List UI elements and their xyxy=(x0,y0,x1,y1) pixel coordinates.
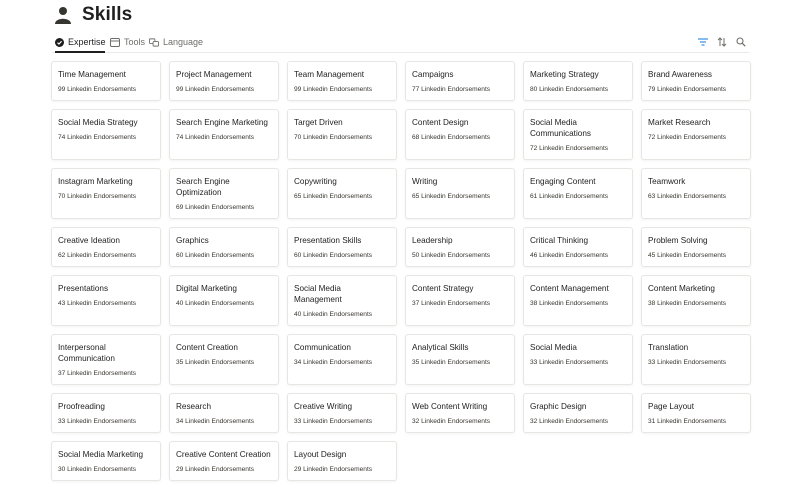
skill-title: Critical Thinking xyxy=(530,236,589,245)
skill-endorsements: 72 Linkedin Endorsements xyxy=(530,145,609,152)
skill-endorsements: 40 Linkedin Endorsements xyxy=(294,311,373,318)
skill-endorsements: 80 Linkedin Endorsements xyxy=(530,86,609,93)
skill-card[interactable] xyxy=(641,334,751,385)
skill-card[interactable] xyxy=(405,109,515,160)
skill-card[interactable] xyxy=(523,275,633,326)
skill-card[interactable] xyxy=(641,393,751,433)
skill-title: Communication xyxy=(294,343,351,352)
skill-title: Content Creation xyxy=(176,343,238,352)
skill-title: Content Design xyxy=(412,118,469,127)
skill-card[interactable] xyxy=(523,393,633,433)
skill-card[interactable] xyxy=(405,168,515,219)
skill-card[interactable] xyxy=(641,227,751,267)
skill-card[interactable] xyxy=(641,61,751,101)
skill-card[interactable] xyxy=(405,61,515,101)
skill-title: Social Media Management xyxy=(294,284,342,304)
skill-endorsements: 65 Linkedin Endorsements xyxy=(412,193,491,200)
skill-endorsements: 70 Linkedin Endorsements xyxy=(58,193,137,200)
skill-title: Presentation Skills xyxy=(294,236,362,245)
skill-endorsements: 33 Linkedin Endorsements xyxy=(648,359,727,366)
skill-card[interactable] xyxy=(287,168,397,219)
skill-card[interactable] xyxy=(169,275,279,326)
skill-endorsements: 31 Linkedin Endorsements xyxy=(648,418,727,425)
skill-endorsements: 32 Linkedin Endorsements xyxy=(412,418,491,425)
search-icon[interactable] xyxy=(735,36,747,48)
skill-card[interactable] xyxy=(51,227,161,267)
skill-card[interactable] xyxy=(51,393,161,433)
skill-endorsements: 69 Linkedin Endorsements xyxy=(176,204,255,211)
translate-icon xyxy=(149,37,159,47)
skill-card[interactable] xyxy=(523,168,633,219)
skill-title: Graphics xyxy=(176,236,209,245)
skill-endorsements: 37 Linkedin Endorsements xyxy=(58,370,137,377)
skill-endorsements: 38 Linkedin Endorsements xyxy=(530,300,609,307)
skill-title: Analytical Skills xyxy=(412,343,469,352)
skill-title: Content Marketing xyxy=(648,284,715,293)
skill-endorsements: 60 Linkedin Endorsements xyxy=(294,252,373,259)
skill-title: Social Media xyxy=(530,343,577,352)
skill-card[interactable] xyxy=(405,334,515,385)
skill-endorsements: 46 Linkedin Endorsements xyxy=(530,252,609,259)
skill-title: Content Management xyxy=(530,284,609,293)
skill-title: Market Research xyxy=(648,118,711,127)
skill-card[interactable] xyxy=(523,334,633,385)
skill-title: Time Management xyxy=(58,70,126,79)
skill-card[interactable] xyxy=(287,393,397,433)
skill-title: Social Media Strategy xyxy=(58,118,138,127)
skill-card[interactable] xyxy=(169,109,279,160)
skill-card[interactable] xyxy=(405,227,515,267)
skill-card[interactable] xyxy=(287,275,397,326)
skill-endorsements: 65 Linkedin Endorsements xyxy=(294,193,373,200)
skill-endorsements: 35 Linkedin Endorsements xyxy=(412,359,491,366)
skill-endorsements: 60 Linkedin Endorsements xyxy=(176,252,255,259)
skill-endorsements: 72 Linkedin Endorsements xyxy=(648,134,727,141)
view-tabs xyxy=(52,33,749,53)
skill-endorsements: 37 Linkedin Endorsements xyxy=(412,300,491,307)
tab-expertise[interactable] xyxy=(55,33,105,51)
skill-title: Search Engine Optimization xyxy=(176,177,230,197)
skill-title: Leadership xyxy=(412,236,453,245)
skill-title: Web Content Writing xyxy=(412,402,488,411)
skill-card[interactable] xyxy=(51,441,161,481)
skill-card[interactable] xyxy=(51,109,161,160)
skill-title: Brand Awareness xyxy=(648,70,713,79)
skills-gallery xyxy=(51,61,751,481)
page-header xyxy=(52,4,132,26)
skill-card[interactable] xyxy=(51,334,161,385)
skill-endorsements: 50 Linkedin Endorsements xyxy=(412,252,491,259)
person-icon xyxy=(52,4,74,26)
skill-title: Engaging Content xyxy=(530,177,596,186)
skill-endorsements: 68 Linkedin Endorsements xyxy=(412,134,491,141)
skill-card[interactable] xyxy=(641,275,751,326)
tab-tools[interactable] xyxy=(110,33,145,51)
skill-endorsements: 74 Linkedin Endorsements xyxy=(176,134,255,141)
skill-endorsements: 32 Linkedin Endorsements xyxy=(530,418,609,425)
skill-card[interactable] xyxy=(287,441,397,481)
skill-title: Presentations xyxy=(58,284,109,293)
skill-card[interactable] xyxy=(641,168,751,219)
skill-card[interactable] xyxy=(287,61,397,101)
skill-title: Writing xyxy=(412,177,438,186)
skill-endorsements: 38 Linkedin Endorsements xyxy=(648,300,727,307)
skill-title: Creative Content Creation xyxy=(176,450,271,459)
skill-endorsements: 33 Linkedin Endorsements xyxy=(58,418,137,425)
skill-title: Copywriting xyxy=(294,177,337,186)
skill-title: Project Management xyxy=(176,70,252,79)
skill-endorsements: 29 Linkedin Endorsements xyxy=(294,466,373,473)
skill-card[interactable] xyxy=(169,334,279,385)
tab-label: Tools xyxy=(124,37,146,47)
skill-card[interactable] xyxy=(523,61,633,101)
skill-endorsements: 40 Linkedin Endorsements xyxy=(176,300,255,307)
skill-endorsements: 29 Linkedin Endorsements xyxy=(176,466,255,473)
skill-title: Proofreading xyxy=(58,402,105,411)
skill-card[interactable] xyxy=(405,275,515,326)
skill-card[interactable] xyxy=(641,109,751,160)
skill-card[interactable] xyxy=(169,61,279,101)
skill-endorsements: 62 Linkedin Endorsements xyxy=(58,252,137,259)
skill-title: Search Engine Marketing xyxy=(176,118,268,127)
skill-title: Digital Marketing xyxy=(176,284,237,293)
skill-endorsements: 61 Linkedin Endorsements xyxy=(530,193,609,200)
skill-endorsements: 33 Linkedin Endorsements xyxy=(530,359,609,366)
skill-card[interactable] xyxy=(169,227,279,267)
skill-endorsements: 45 Linkedin Endorsements xyxy=(648,252,727,259)
tab-label: Expertise xyxy=(68,37,106,47)
skill-title: Content Strategy xyxy=(412,284,474,293)
skill-card[interactable] xyxy=(287,227,397,267)
skill-title: Layout Design xyxy=(294,450,347,459)
skill-title: Creative Writing xyxy=(294,402,353,411)
skill-title: Social Media Communications xyxy=(530,118,591,138)
tab-label: Language xyxy=(163,37,204,47)
skill-title: Teamwork xyxy=(648,177,686,186)
skill-title: Research xyxy=(176,402,212,411)
check-circle-icon xyxy=(55,37,64,47)
skill-endorsements: 34 Linkedin Endorsements xyxy=(176,418,255,425)
skill-endorsements: 35 Linkedin Endorsements xyxy=(176,359,255,366)
skill-card[interactable] xyxy=(51,168,161,219)
skill-endorsements: 74 Linkedin Endorsements xyxy=(58,134,137,141)
window-icon xyxy=(110,37,120,47)
skill-title: Page Layout xyxy=(648,402,694,411)
skill-endorsements: 77 Linkedin Endorsements xyxy=(412,86,491,93)
skill-card[interactable] xyxy=(287,109,397,160)
tab-language[interactable] xyxy=(149,33,203,51)
skill-title: Interpersonal Communication xyxy=(58,343,115,363)
skill-title: Marketing Strategy xyxy=(530,70,599,79)
skill-card[interactable] xyxy=(405,393,515,433)
skill-endorsements: 99 Linkedin Endorsements xyxy=(58,86,137,93)
skill-endorsements: 99 Linkedin Endorsements xyxy=(176,86,255,93)
skill-endorsements: 30 Linkedin Endorsements xyxy=(58,466,137,473)
skill-endorsements: 70 Linkedin Endorsements xyxy=(294,134,373,141)
skill-title: Campaigns xyxy=(412,70,454,79)
skill-title: Translation xyxy=(648,343,689,352)
page-title: Skills xyxy=(82,4,133,25)
skill-endorsements: 79 Linkedin Endorsements xyxy=(648,86,727,93)
skill-card[interactable] xyxy=(523,227,633,267)
view-actions xyxy=(697,36,747,48)
skill-endorsements: 99 Linkedin Endorsements xyxy=(294,86,373,93)
filter-icon[interactable] xyxy=(697,36,709,48)
skill-title: Target Driven xyxy=(294,118,343,127)
skill-endorsements: 34 Linkedin Endorsements xyxy=(294,359,373,366)
skill-title: Instagram Marketing xyxy=(58,177,133,186)
skill-card[interactable] xyxy=(169,441,279,481)
skill-title: Problem Solving xyxy=(648,236,708,245)
skill-card[interactable] xyxy=(287,334,397,385)
skill-card[interactable] xyxy=(51,61,161,101)
skill-title: Creative Ideation xyxy=(58,236,120,245)
skill-card[interactable] xyxy=(169,393,279,433)
skill-card[interactable] xyxy=(169,168,279,219)
skill-card[interactable] xyxy=(523,109,633,160)
skill-card[interactable] xyxy=(51,275,161,326)
sort-icon[interactable] xyxy=(716,36,728,48)
skill-title: Graphic Design xyxy=(530,402,587,411)
skill-endorsements: 33 Linkedin Endorsements xyxy=(294,418,373,425)
skill-endorsements: 43 Linkedin Endorsements xyxy=(58,300,137,307)
skill-title: Social Media Marketing xyxy=(58,450,144,459)
skill-title: Team Management xyxy=(294,70,365,79)
skill-endorsements: 63 Linkedin Endorsements xyxy=(648,193,727,200)
